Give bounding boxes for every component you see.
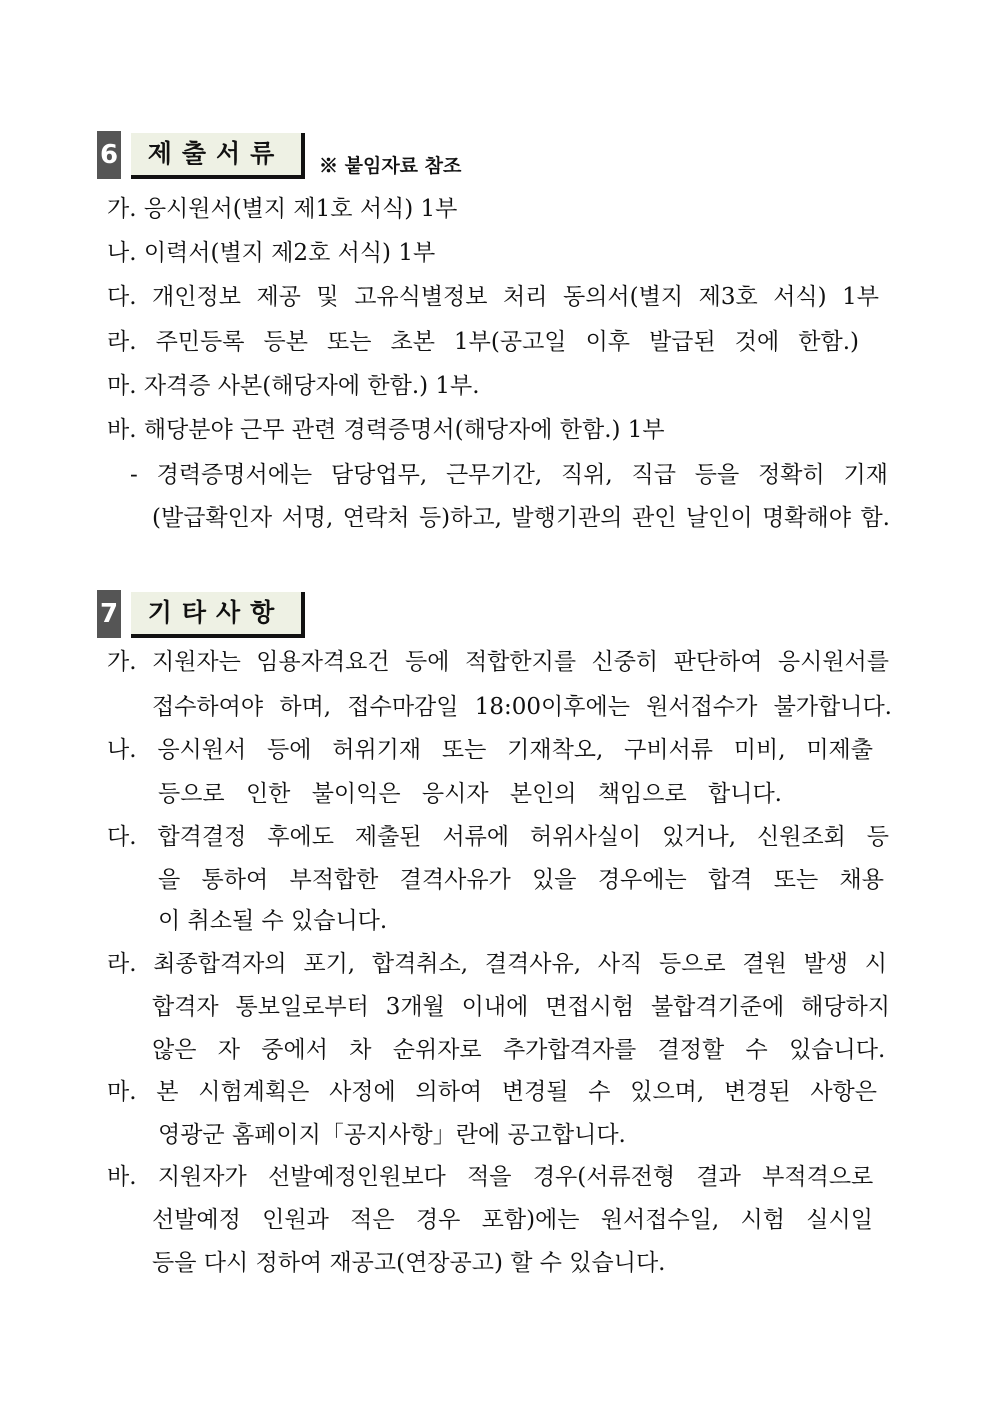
document-line: 을 통하여 부적합한 결격사유가 있을 경우에는 합격 또는 채용 [158,867,884,893]
document-line: 선발예정 인원과 적은 경우 포함)에는 원서접수일, 시험 실시일 [152,1207,873,1233]
document-line: - 경력증명서에는 담당업무, 근무기간, 직위, 직급 등을 정확히 기재 [130,462,888,488]
document-line: 접수하여야 하며, 접수마감일 18:00이후에는 원서접수가 불가합니다. [152,694,892,720]
document-line: (발급확인자 서명, 연락처 등)하고, 발행기관의 관인 날인이 명확해야 함. [152,505,890,531]
document-line: 다. 합격결정 후에도 제출된 서류에 허위사실이 있거나, 신원조회 등 [107,824,889,850]
section-note: ※ 붙임자료 참조 [319,155,462,177]
document-line: 합격자 통보일로부터 3개월 이내에 면접시험 불합격기준에 해당하지 [152,994,890,1020]
document-line: 마. 본 시험계획은 사정에 의하여 변경될 수 있으며, 변경된 사항은 [107,1079,877,1105]
document-line: 마. 자격증 사본(해당자에 한함.) 1부. [107,373,480,399]
document-line: 바. 해당분야 근무 관련 경력증명서(해당자에 한함.) 1부 [107,417,665,443]
document-line: 라. 최종합격자의 포기, 합격취소, 결격사유, 사직 등으로 결원 발생 시 [107,951,887,977]
document-line: 다. 개인정보 제공 및 고유식별정보 처리 동의서(별지 제3호 서식) 1부 [107,284,879,310]
document-line: 등으로 인한 불이익은 응시자 본인의 책임으로 합니다. [158,781,782,807]
document-line: 영광군 홈페이지「공지사항」란에 공고합니다. [158,1122,626,1148]
document-line: 나. 응시원서 등에 허위기재 또는 기재착오, 구비서류 미비, 미제출 [107,737,873,763]
section-title: 기타사항 [131,592,305,638]
document-line: 가. 지원자는 임용자격요건 등에 적합한지를 신중히 판단하여 응시원서를 [107,649,889,675]
document-line: 나. 이력서(별지 제2호 서식) 1부 [107,240,436,266]
document-line: 라. 주민등록 등본 또는 초본 1부(공고일 이후 발급된 것에 한함.) [107,329,859,355]
document-line: 않은 자 중에서 차 순위자로 추가합격자를 결정할 수 있습니다. [152,1037,886,1063]
document-line: 가. 응시원서(별지 제1호 서식) 1부 [107,196,458,222]
document-line: 이 취소될 수 있습니다. [158,908,388,934]
section-number: 6 [97,131,121,179]
document-line: 등을 다시 정하여 재공고(연장공고) 할 수 있습니다. [152,1250,666,1276]
document-line: 바. 지원자가 선발예정인원보다 적을 경우(서류전형 결과 부적격으로 [107,1164,874,1190]
section-number: 7 [97,590,121,638]
section-title: 제출서류 [131,133,305,179]
